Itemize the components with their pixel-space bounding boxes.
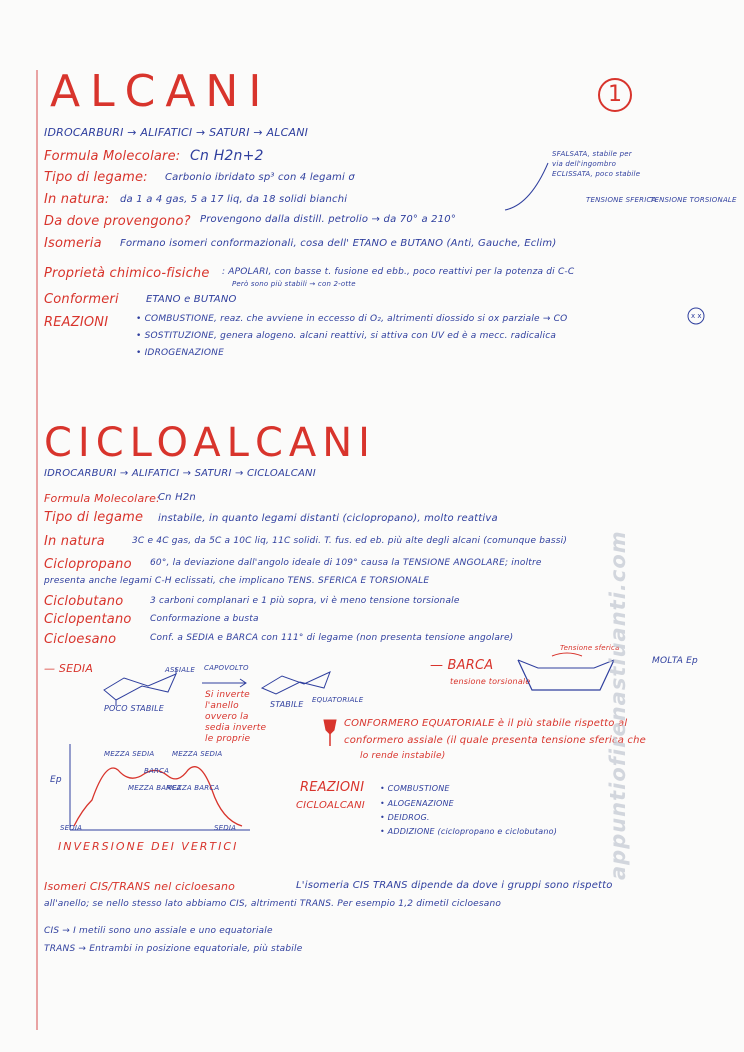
alcani-side-note-2: via dell'ingombro: [552, 160, 617, 168]
alcani-reazioni-label: REAZIONI: [44, 315, 109, 330]
alcani-reazione-1-text: COMBUSTIONE, reaz. che avviene in eccesso di O₂, altrimenti diossido si ox parziale → CO: [144, 314, 568, 324]
alcani-natura-value: da 1 a 4 gas, 5 a 17 liq, da 18 solidi bianchi: [120, 194, 348, 205]
svg-text:x x: x x: [691, 312, 702, 320]
cicloesano-value: Conf. a SEDIA e BARCA con 111° di legame (non presenta tensione angolare): [150, 633, 514, 643]
alcani-conformeri-label: Conformeri: [44, 292, 119, 307]
ciclo-reazione-4-text: ADDIZIONE (ciclopropano e ciclobutano): [387, 827, 558, 836]
ciclo-reazione-2-text: ALOGENAZIONE: [387, 799, 454, 808]
graph-barca: BARCA: [144, 767, 170, 775]
stabile-label: STABILE: [270, 700, 304, 709]
alcani-isomeria-value: Formano isomeri conformazionali, cosa dell' ETANO e BUTANO (Anti, Gauche, Eclim): [120, 238, 557, 249]
sedia-label: — SEDIA: [44, 662, 94, 675]
barca-label: — BARCA: [430, 658, 494, 673]
alcani-formula-value: Cn H2n+2: [190, 148, 264, 164]
cicloesano-label: Cicloesano: [44, 632, 117, 647]
ciclo-formula-label: Formula Molecolare:: [44, 492, 160, 505]
note-sedia-2: l'anello: [205, 701, 239, 711]
ciclo-legame-label: Tipo di legame: [44, 510, 144, 525]
ciclopropano-value: 60°, la deviazione dall'angolo ideale di 109° causa la TENSIONE ANGOLARE; inoltre: [150, 558, 542, 568]
alcani-legame-label: Tipo di legame:: [44, 170, 148, 185]
graph-ep-axis: Ep: [50, 775, 62, 785]
ciclo-reazioni-label: REAZIONI: [300, 780, 365, 795]
alcani-reazione-2: • SOSTITUZIONE, genera alogeno. alcani reattivi, si attiva con UV ed è a mecc. radicalica: [136, 331, 557, 341]
ciclo-natura-value: 3C e 4C gas, da 5C a 10C liq, 11C solidi. T. fus. ed eb. più alte degli alcani (comunque bassi): [132, 536, 568, 546]
ciclopropano-value-2: presenta anche legami C-H eclissati, che implicano TENS. SFERICA E TORSIONALE: [44, 576, 430, 586]
ciclo-reazione-4: • ADDIZIONE (ciclopropano e ciclobutano): [380, 827, 558, 836]
alcani-side-note-1: SFALSATA, stabile per: [552, 150, 632, 158]
barca-label-text: BARCA: [447, 658, 494, 673]
alcani-natura-label: In natura:: [44, 192, 110, 207]
isomeri-label: Isomeri CIS/TRANS nel cicloesano: [44, 880, 236, 893]
alcani-legame-value: Carbonio ibridato sp³ con 4 legami σ: [165, 172, 355, 183]
sedia-label-text: SEDIA: [58, 662, 94, 675]
graph-meta-sedia-2: MEZZA SEDIA: [172, 750, 223, 758]
alcani-reazione-3-text: IDROGENAZIONE: [144, 348, 224, 358]
pushpin-icon: [320, 718, 340, 748]
skull-icon: [686, 306, 706, 326]
inversione-title: INVERSIONE DEI VERTICI: [58, 840, 239, 853]
page-number: 1: [598, 78, 632, 112]
ciclo-reazione-2: • ALOGENAZIONE: [380, 799, 454, 808]
alcani-reazione-3: • IDROGENAZIONE: [136, 348, 224, 358]
ciclo-reazione-3: • DEIDROG.: [380, 813, 430, 822]
isomeri-value-2: all'anello; se nello stesso lato abbiamo CIS, altrimenti TRANS. Per esempio 1,2 dimetil cicloesano: [44, 899, 502, 909]
conformero-text-2: conformero assiale (il quale presenta tensione sferica che: [344, 735, 647, 746]
alcani-classification: IDROCARBURI → ALIFATICI → SATURI → ALCANI: [44, 126, 309, 139]
ciclo-reazione-3-text: DEIDROG.: [387, 813, 430, 822]
ciclo-reazioni-sub: CICLOALCANI: [296, 800, 365, 811]
alcani-formula-label: Formula Molecolare:: [44, 149, 181, 164]
assiale-label: ASSIALE: [165, 666, 196, 674]
alcani-reazione-1: • COMBUSTIONE, reaz. che avviene in eccesso di O₂, altrimenti diossido si ox parziale → CO: [136, 314, 568, 324]
barca-tensione-sferica: Tensione sferica: [560, 644, 620, 652]
note-sedia-1: Si inverte: [205, 690, 250, 700]
alcani-provengono-label: Da dove provengono?: [44, 214, 191, 229]
ciclo-classification: IDROCARBURI → ALIFATICI → SATURI → CICLOALCANI: [44, 468, 316, 479]
ciclopropano-label: Ciclopropano: [44, 557, 132, 572]
molta-ep-label: MOLTA Ep: [652, 656, 698, 666]
note-sedia-3: ovvero la: [205, 712, 249, 722]
conformero-text-1: CONFORMERO EQUATORIALE è il più stabile rispetto al: [344, 718, 628, 729]
alcani-reazione-2-text: SOSTITUZIONE, genera alogeno. alcani reattivi, si attiva con UV ed è a mecc. radicalica: [144, 331, 557, 341]
watermark: appuntiofirenastiuanti.com: [606, 530, 630, 880]
alcani-proprieta-value: : APOLARI, con basse t. fusione ed ebb., poco reattivi per la potenza di C-C: [222, 267, 575, 277]
margin-line: [36, 70, 38, 1030]
arrow-side-note-icon: [500, 155, 560, 215]
ciclo-reazione-1-text: COMBUSTIONE: [387, 784, 450, 793]
capovolto-label: CAPOVOLTO: [204, 664, 249, 672]
ciclopentano-value: Conformazione a busta: [150, 614, 259, 624]
graph-sedia-left: SEDIA: [60, 824, 83, 832]
alcani-side-note-3: ECLISSATA, poco stabile: [552, 170, 641, 178]
ciclo-legame-value: instabile, in quanto legami distanti (ciclopropano), molto reattiva: [158, 513, 498, 524]
isomeri-value-1: L'isomeria CIS TRANS dipende da dove i gruppi sono rispetto: [296, 880, 613, 891]
title-alcani: ALCANI: [50, 66, 272, 117]
alcani-proprieta-value-2: Però sono più stabili → con 2-otte: [232, 280, 356, 288]
graph-sedia-right: SEDIA: [214, 824, 237, 832]
alcani-provengono-value: Provengono dalla distill. petrolio → da 70° a 210°: [200, 214, 457, 225]
graph-meta-sedia: MEZZA SEDIA: [104, 750, 155, 758]
equatoriale-label: EQUATORIALE: [312, 696, 364, 704]
alcani-conformeri-value: ETANO e BUTANO: [146, 294, 237, 305]
title-cicloalcani: CICLOALCANI: [44, 420, 376, 466]
ciclo-natura-label: In natura: [44, 534, 105, 549]
alcani-tensione-torsionale: TENSIONE TORSIONALE: [650, 196, 737, 204]
note-sedia-4: sedia inverte: [205, 723, 267, 733]
ciclobutano-value: 3 carboni complanari e 1 più sopra, vi è meno tensione torsionale: [150, 596, 460, 606]
trans-line: TRANS → Entrambi in posizione equatoriale, più stabile: [44, 944, 303, 954]
graph-meta-barca-2: MEZZA BARCA: [166, 784, 220, 792]
cis-line: CIS → I metili sono uno assiale e uno equatoriale: [44, 926, 273, 936]
ciclo-formula-value: Cn H2n: [158, 492, 196, 503]
sedia-chair-drawing: [96, 668, 186, 708]
note-sedia-5: le proprie: [205, 734, 251, 744]
ciclo-reazione-1: • COMBUSTIONE: [380, 784, 450, 793]
ciclopentano-label: Ciclopentano: [44, 612, 132, 627]
alcani-proprieta-label: Proprietà chimico-fisiche: [44, 266, 210, 281]
barca-tensione-torsionale: tensione torsionale: [450, 677, 531, 686]
conformero-text-3: lo rende instabile): [360, 751, 446, 761]
alcani-isomeria-label: Isomeria: [44, 236, 102, 251]
graph-meta-barca: MEZZA BARCA: [128, 784, 182, 792]
alcani-tensione-sferica: TENSIONE SFERICA: [586, 196, 657, 204]
poco-stabile-label: POCO STABILE: [104, 704, 165, 713]
arrow-capovolto-icon: [200, 678, 250, 688]
ciclobutano-label: Ciclobutano: [44, 594, 124, 609]
